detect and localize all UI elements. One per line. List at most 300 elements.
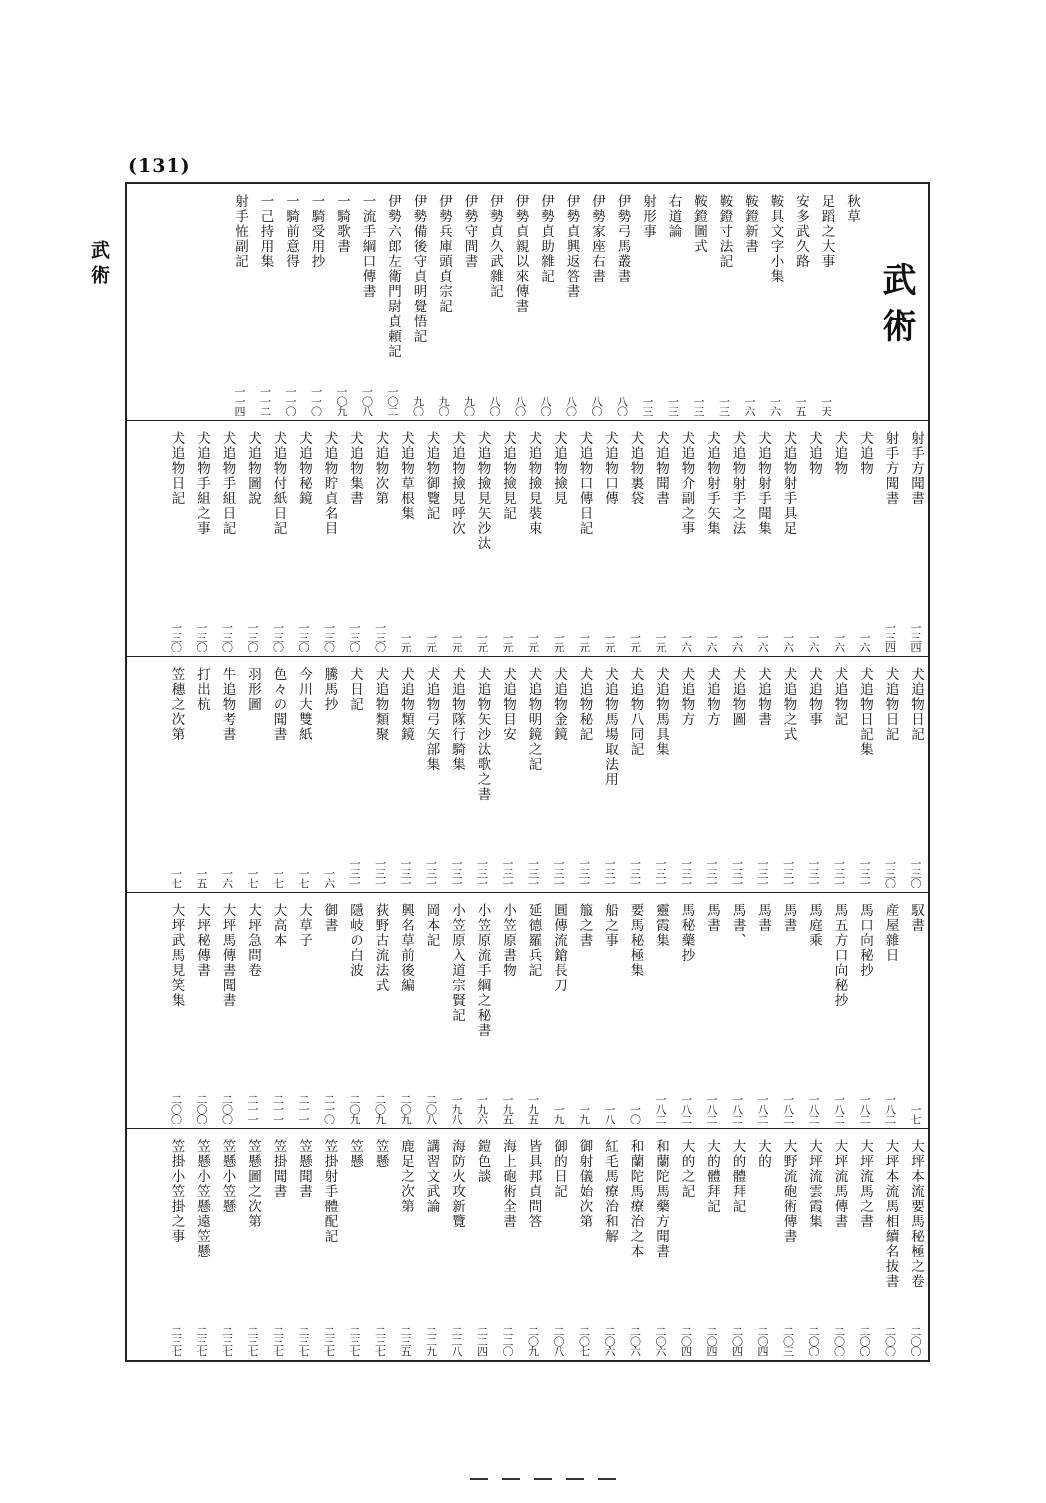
entry-page-number: 二〇九 <box>373 1094 387 1124</box>
entry-page-number: 一元 <box>450 632 463 652</box>
page-number: (131) <box>128 155 191 177</box>
entry-page-number: 二三七 <box>220 1326 234 1356</box>
entry-title: 犬追物射手具足 <box>780 431 797 536</box>
index-entry <box>367 893 393 1128</box>
entry-page-number: 一三〇 <box>909 858 922 888</box>
entry-page-number: 一三一 <box>399 858 412 888</box>
entry-title: 靈霞集 <box>653 903 669 948</box>
index-entry <box>163 1129 189 1360</box>
index-entry <box>342 893 368 1128</box>
entry-title: 犬追物圖 <box>729 667 746 727</box>
index-entry <box>775 657 801 892</box>
index-entry <box>329 184 355 420</box>
entry-page-number: 一三一 <box>832 858 846 888</box>
entry-title: 犬追物草根集 <box>398 431 414 521</box>
entry-title: 犬追物付紙日記 <box>270 431 287 536</box>
index-entry <box>393 421 419 656</box>
index-entry <box>495 657 521 892</box>
index-entry <box>342 657 368 892</box>
entry-page-number: 一九五 <box>526 1094 540 1124</box>
entry-title: 大坪秘傳書 <box>194 903 210 978</box>
entry-page-number: 一三一 <box>348 858 361 888</box>
entry-title: 犬追物射手之法 <box>729 431 746 536</box>
index-entry <box>826 893 852 1128</box>
entry-title: 馬書 <box>704 903 720 933</box>
entry-page-number: 一〇 <box>628 1104 642 1124</box>
entry-page-number: 二三七 <box>271 1326 285 1356</box>
entry-title: 犬追物金鏡 <box>551 667 567 742</box>
entry-page-number: 一七 <box>297 868 310 888</box>
entry-page-number: 二三七 <box>195 1326 208 1356</box>
entry-title: 犬追物射手聞集 <box>755 431 771 536</box>
index-entry <box>711 184 737 420</box>
entry-page-number: 二〇九 <box>348 1094 361 1124</box>
entry-title: 犬追物類聚 <box>372 667 389 742</box>
entry-page-number: 一三四 <box>883 622 897 652</box>
index-entry <box>303 184 329 420</box>
entry-title: 笠掛小笠掛之事 <box>168 1139 185 1244</box>
entry-title: 一騎受用抄 <box>308 194 325 269</box>
index-entry <box>240 657 266 892</box>
entry-page-number: 一三 <box>666 396 680 416</box>
entry-title: 海防火攻新覽 <box>449 1139 465 1229</box>
entry-title: 犬追物秘鏡 <box>296 431 312 506</box>
entry-title: 興名草前後編 <box>398 903 414 993</box>
entry-title: 鞍鐙新書 <box>742 194 758 254</box>
entry-page-number: 二〇八 <box>424 1094 438 1124</box>
entry-page-number: 一八二 <box>858 1094 871 1124</box>
entry-title: 犬追物聞書 <box>653 431 669 506</box>
index-section-5 <box>127 1128 928 1360</box>
entry-title: 馭書 <box>908 903 924 933</box>
entry-title: 犬追物撿見呼次 <box>449 431 465 536</box>
entry-title: 犬追物日記 <box>882 667 899 742</box>
entry-page-number: 一六 <box>781 632 795 652</box>
index-entry <box>189 893 215 1128</box>
entry-page-number: 二二八 <box>450 1326 463 1356</box>
entry-title: 犬追物書 <box>755 667 771 727</box>
entry-title: 犬追物秘記 <box>576 667 593 742</box>
entry-page-number: 一三〇 <box>220 622 234 652</box>
index-entry <box>265 893 291 1128</box>
entry-page-number: 一三一 <box>450 858 463 888</box>
index-entry <box>609 184 635 420</box>
entry-page-number: 一七 <box>246 868 259 888</box>
index-entry <box>163 421 189 656</box>
entry-title: 延德羅兵記 <box>525 903 542 978</box>
entry-title: 岡本記 <box>423 903 440 948</box>
index-entry <box>189 421 215 656</box>
index-section-4 <box>127 892 928 1128</box>
entry-title: 犬追物弓矢部集 <box>423 667 440 772</box>
entry-page-number: 一一四 <box>233 386 246 416</box>
entry-page-number: 二一一 <box>246 1094 259 1124</box>
index-entry <box>214 1129 240 1360</box>
entry-title: 伊勢貞久武雜記 <box>487 194 503 299</box>
index-entry <box>699 421 725 656</box>
entry-page-number: 一元 <box>501 632 514 652</box>
entry-title: 犬追物撿見裝束 <box>525 431 542 536</box>
footer-rule-marks <box>470 1478 616 1480</box>
index-entry <box>724 421 750 656</box>
entry-page-number: 一六 <box>220 868 234 888</box>
entry-page-number: 一三一 <box>730 858 744 888</box>
entry-title: 犬追物撿見矢沙汰 <box>474 431 491 551</box>
entry-title: 犬追物記 <box>831 667 848 727</box>
entry-page-number: 二〇三 <box>781 1326 795 1356</box>
entry-page-number: 一元 <box>577 632 591 652</box>
entry-title: 犬追物手組之事 <box>194 431 210 536</box>
entry-page-number: 八〇 <box>539 396 552 416</box>
index-entry <box>622 421 648 656</box>
entry-title: 和蘭陀馬療治之本 <box>627 1139 644 1259</box>
entry-title: 犬追物集書 <box>347 431 363 506</box>
index-entry <box>852 1129 878 1360</box>
entry-page-number: 一三〇 <box>271 622 285 652</box>
index-entry <box>291 421 317 656</box>
entry-page-number: 一三 <box>641 396 654 416</box>
entry-title: 笠懸 <box>347 1139 363 1169</box>
footer-mark <box>598 1478 616 1480</box>
entry-title: 大的 <box>755 1139 771 1169</box>
entry-page-number: 一六 <box>832 632 846 652</box>
entry-page-number: 一三一 <box>424 858 438 888</box>
entry-page-number: 二〇九 <box>526 1326 540 1356</box>
index-entry <box>469 657 495 892</box>
index-section-2 <box>127 420 928 656</box>
entry-title: 馬書、 <box>729 903 746 948</box>
index-entry <box>265 657 291 892</box>
entry-page-number: 一一〇 <box>309 386 323 416</box>
entry-title: 箙之書 <box>576 903 593 948</box>
footer-mark <box>566 1478 584 1480</box>
entry-page-number: 九〇 <box>411 396 425 416</box>
entry-page-number: 二〇七 <box>577 1326 591 1356</box>
index-entry <box>380 184 406 420</box>
index-entry <box>520 657 546 892</box>
entry-page-number: 二二四 <box>475 1326 489 1356</box>
index-entry <box>903 657 929 892</box>
index-entry <box>877 657 903 892</box>
entry-title: 今川大雙紙 <box>296 667 312 742</box>
entry-title: 犬追物日記 <box>168 431 185 506</box>
entry-title: 犬追物類鏡 <box>398 667 414 742</box>
entry-title: 伊勢家座右書 <box>589 194 605 284</box>
entry-page-number: 二二九 <box>424 1326 438 1356</box>
entry-title: 御射儀始次第 <box>576 1139 593 1229</box>
entry-title: 伊勢貞親以來傳書 <box>512 194 529 314</box>
entry-page-number: 二三五 <box>399 1326 412 1356</box>
index-entry <box>240 1129 266 1360</box>
entry-page-number: 一六 <box>768 396 782 416</box>
entry-page-number: 一五 <box>195 868 208 888</box>
entry-page-number: 一八二 <box>832 1094 846 1124</box>
entry-page-number: 二〇〇 <box>883 1326 897 1356</box>
entry-page-number: 一六 <box>756 632 769 652</box>
entry-page-number: 二〇四 <box>705 1326 718 1356</box>
index-entry <box>801 893 827 1128</box>
index-entry <box>699 657 725 892</box>
index-entry <box>469 1129 495 1360</box>
footer-mark <box>502 1478 520 1480</box>
index-entry <box>750 893 776 1128</box>
index-entry <box>393 1129 419 1360</box>
index-entry <box>750 421 776 656</box>
entry-page-number: 一三一 <box>552 858 565 888</box>
entry-page-number: 八〇 <box>590 396 603 416</box>
entry-page-number: 一三一 <box>373 858 387 888</box>
entry-title: 和蘭陀馬藥方聞書 <box>653 1139 669 1259</box>
entry-page-number: 二〇〇 <box>858 1326 871 1356</box>
entry-page-number: 一八二 <box>781 1094 795 1124</box>
entry-title: 要馬秘極集 <box>627 903 644 978</box>
index-entry <box>801 421 827 656</box>
index-entry <box>648 421 674 656</box>
entry-page-number: 一六 <box>743 396 756 416</box>
index-entry <box>495 421 521 656</box>
entry-title: 足蹈之大事 <box>818 194 835 269</box>
entry-title: 犬追物介副之事 <box>678 431 695 536</box>
entry-title: 犬追物口傳日記 <box>576 431 593 536</box>
entry-page-number: 二〇九 <box>399 1094 412 1124</box>
entry-page-number: 一〇九 <box>335 386 348 416</box>
index-entry <box>813 184 839 420</box>
index-entry <box>750 657 776 892</box>
entry-page-number: 一七 <box>169 868 183 888</box>
entry-page-number: 一三一 <box>679 858 693 888</box>
entry-page-number: 一三〇 <box>373 622 387 652</box>
index-entry <box>839 184 865 420</box>
entry-title: 犬追物日記集 <box>857 667 873 757</box>
entry-title: 一騎歌書 <box>334 194 350 254</box>
entry-page-number: 一三〇 <box>348 622 361 652</box>
entry-title: 一流手綱口傳書 <box>359 194 376 299</box>
index-entry <box>724 1129 750 1360</box>
index-entry <box>444 421 470 656</box>
entry-page-number: 一六 <box>858 632 871 652</box>
entry-title: 羽形圖 <box>245 667 261 712</box>
entry-title: 打出杭 <box>194 667 210 712</box>
entry-page-number: 二三七 <box>373 1326 387 1356</box>
index-entry <box>495 893 521 1128</box>
entry-page-number: 一三一 <box>654 858 667 888</box>
entry-title: 牛追物考書 <box>219 667 236 742</box>
entry-page-number: 一天 <box>819 396 833 416</box>
entry-title: 犬追物馬具集 <box>653 667 669 757</box>
entry-page-number: 二〇六 <box>628 1326 642 1356</box>
entry-page-number: 二〇六 <box>654 1326 667 1356</box>
entry-page-number: 一六 <box>705 632 718 652</box>
entry-title: 大草子 <box>296 903 312 948</box>
index-entry <box>393 657 419 892</box>
entry-page-number: 一元 <box>603 632 616 652</box>
index-entry <box>673 893 699 1128</box>
index-entry <box>903 893 929 1128</box>
index-entry <box>673 657 699 892</box>
entry-title: 笠懸 <box>372 1139 389 1169</box>
index-entry <box>469 421 495 656</box>
entry-title: 大坪流馬之書 <box>857 1139 873 1229</box>
entry-page-number: 一三一 <box>577 858 591 888</box>
index-entry <box>278 184 304 420</box>
entry-title: 御書 <box>321 903 338 933</box>
entry-page-number: 一三一 <box>781 858 795 888</box>
entry-title: 犬追物方 <box>704 667 720 727</box>
entry-page-number: 一元 <box>399 632 412 652</box>
index-entry <box>686 184 712 420</box>
entry-title: 圓傳流鎗長刀 <box>551 903 567 993</box>
entry-title: 鹿足之次第 <box>398 1139 414 1214</box>
entry-page-number: 八〇 <box>564 396 578 416</box>
entry-title: 大的體拜記 <box>704 1139 720 1214</box>
entry-title: 犬追物御覽記 <box>423 431 440 521</box>
entry-page-number: 一三〇 <box>169 622 183 652</box>
entry-title: 大坪流馬傳書 <box>831 1139 848 1229</box>
entry-title: 笠懸小笠懸遠笠懸 <box>194 1139 210 1259</box>
entry-page-number: 二三七 <box>322 1326 336 1356</box>
entry-title: 皆具邦貞問答 <box>525 1139 542 1229</box>
index-entry <box>826 421 852 656</box>
entry-page-number: 一八二 <box>730 1094 744 1124</box>
index-entry <box>788 184 814 420</box>
entry-page-number: 九〇 <box>437 396 450 416</box>
entry-page-number: 八〇 <box>615 396 629 416</box>
entry-page-number: 一八二 <box>756 1094 769 1124</box>
entry-page-number: 八〇 <box>488 396 501 416</box>
entry-title: 馬五方口向秘抄 <box>831 903 848 1008</box>
entry-page-number: 二〇八 <box>552 1326 565 1356</box>
entry-page-number: 二三七 <box>246 1326 259 1356</box>
index-entry <box>775 1129 801 1360</box>
entry-page-number: 一三四 <box>909 622 922 652</box>
entry-page-number: 二〇〇 <box>807 1326 820 1356</box>
index-entry <box>673 1129 699 1360</box>
index-entry <box>393 893 419 1128</box>
entry-page-number: 一元 <box>424 632 438 652</box>
entry-page-number: 一元 <box>552 632 565 652</box>
entry-page-number: 二〇〇 <box>832 1326 846 1356</box>
index-entry <box>520 893 546 1128</box>
index-entry <box>316 893 342 1128</box>
entry-page-number: 二一一 <box>297 1094 310 1124</box>
index-entry <box>316 1129 342 1360</box>
entry-page-number: 二一〇 <box>322 1094 336 1124</box>
index-entry <box>826 657 852 892</box>
entry-title: 犬追物 <box>831 431 848 476</box>
entry-title: 安多武久路 <box>793 194 809 269</box>
entry-title: 犬追物八同記 <box>627 667 644 757</box>
entry-page-number: 一一〇 <box>284 386 297 416</box>
index-entry <box>405 184 431 420</box>
entry-title: 騰馬抄 <box>321 667 338 712</box>
entry-title: 笠懸圖之次第 <box>245 1139 261 1229</box>
index-entry <box>546 421 572 656</box>
entry-title: 笠懸小笠懸 <box>219 1139 236 1214</box>
index-entry <box>367 1129 393 1360</box>
index-section-1 <box>127 184 928 420</box>
entry-page-number: 一三一 <box>526 858 540 888</box>
entry-title: 一騎前意得 <box>283 194 299 269</box>
entry-title: 大的之記 <box>678 1139 695 1199</box>
index-entry <box>520 421 546 656</box>
index-entry <box>214 893 240 1128</box>
index-entry <box>597 893 623 1128</box>
entry-page-number: 一三一 <box>705 858 718 888</box>
entry-page-number: 一八 <box>603 1104 616 1124</box>
entry-page-number: 二三七 <box>348 1326 361 1356</box>
index-entry <box>240 893 266 1128</box>
entry-title: 犬追物裏袋 <box>627 431 644 506</box>
entry-title: 犬追物 <box>857 431 873 476</box>
entry-page-number: 一三〇 <box>297 622 310 652</box>
entry-title: 船之事 <box>602 903 618 948</box>
index-entry <box>316 657 342 892</box>
index-entry <box>622 1129 648 1360</box>
entry-title: 犬追物圖說 <box>245 431 261 506</box>
index-frame <box>125 182 930 1362</box>
entry-page-number: 一〇八 <box>360 386 374 416</box>
entry-page-number: 一七 <box>909 1104 922 1124</box>
entry-title: 射手方聞書 <box>908 431 924 506</box>
entry-title: 鞍鐙寸法記 <box>716 194 733 269</box>
entry-page-number: 一六 <box>322 868 336 888</box>
entry-title: 笠掛射手體配記 <box>321 1139 338 1244</box>
index-entry <box>660 184 686 420</box>
entry-title: 犬日記 <box>347 667 363 712</box>
entry-title: 伊勢貞助雜記 <box>538 194 554 284</box>
entry-title: 伊勢弓馬叢書 <box>614 194 631 284</box>
index-entry <box>189 657 215 892</box>
entry-title: 馬書 <box>755 903 771 933</box>
index-entry <box>214 421 240 656</box>
index-entry <box>801 657 827 892</box>
index-entry <box>291 893 317 1128</box>
entry-title: 馬庭乘 <box>806 903 822 948</box>
index-entry <box>622 893 648 1128</box>
index-entry <box>444 893 470 1128</box>
entry-page-number: 一一二 <box>258 386 272 416</box>
entry-title: 講習文武論 <box>423 1139 440 1214</box>
entry-page-number: 二〇〇 <box>909 1326 922 1356</box>
index-entry <box>240 421 266 656</box>
entry-page-number: 一九 <box>552 1104 565 1124</box>
entry-page-number: 一八二 <box>883 1094 897 1124</box>
entry-title: 右道論 <box>665 194 682 239</box>
entry-title: 射手恠副記 <box>232 194 248 269</box>
entry-title: 大坪武馬見笑集 <box>168 903 185 1008</box>
index-entry <box>469 893 495 1128</box>
footer-mark <box>534 1478 552 1480</box>
index-entry <box>673 421 699 656</box>
entry-page-number: 一三 <box>717 396 731 416</box>
entry-page-number: 一三一 <box>603 858 616 888</box>
entry-title: 鞍具文字小集 <box>767 194 784 284</box>
index-entry <box>431 184 457 420</box>
entry-page-number: 二〇〇 <box>220 1094 234 1124</box>
index-entry <box>495 1129 521 1360</box>
entry-title: 大坪急問卷 <box>245 903 261 978</box>
index-entry <box>903 1129 929 1360</box>
index-entry <box>520 1129 546 1360</box>
entry-page-number: 一八二 <box>705 1094 718 1124</box>
entry-page-number: 一三一 <box>858 858 871 888</box>
entry-title: 笠掛聞書 <box>270 1139 287 1199</box>
index-entry <box>724 893 750 1128</box>
entry-title: 犬追物手組日記 <box>219 431 236 536</box>
entry-title: 伊勢守間書 <box>461 194 478 269</box>
index-entry <box>265 421 291 656</box>
entry-page-number: 一九六 <box>475 1094 489 1124</box>
